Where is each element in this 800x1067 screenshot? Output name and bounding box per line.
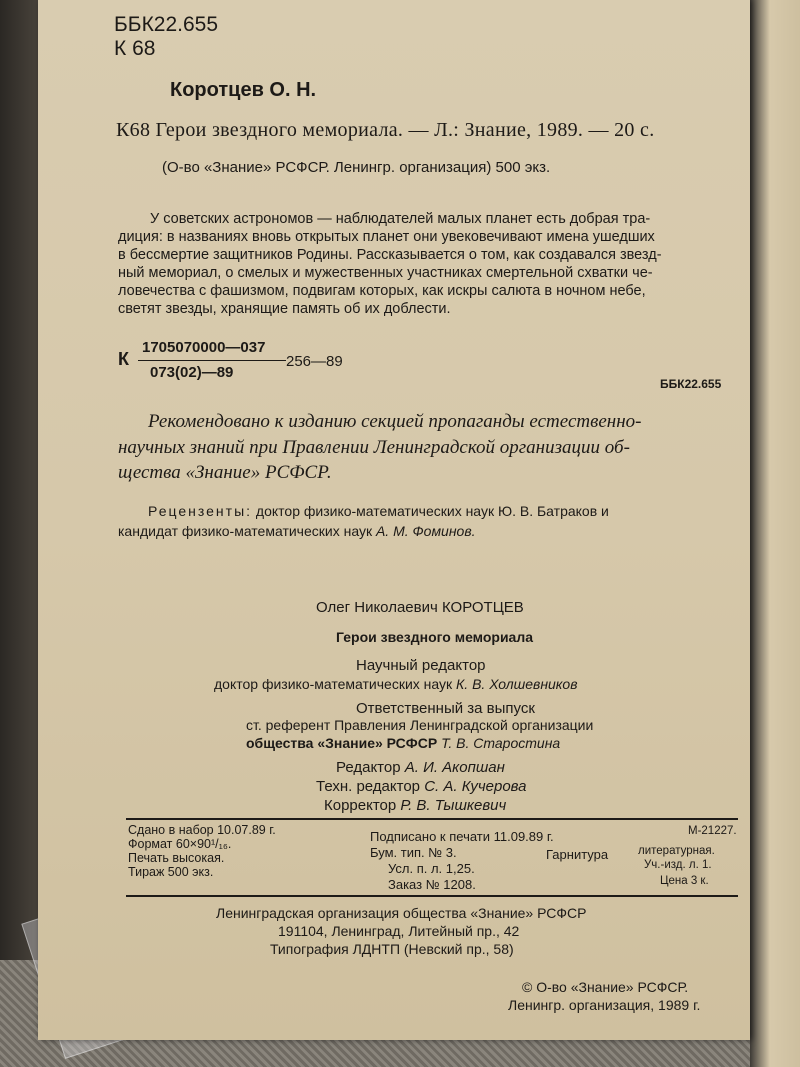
tech-editor-label: Техн. редактор xyxy=(316,778,425,795)
background-left xyxy=(0,0,40,1067)
reviewers-line-2 xyxy=(118,524,476,538)
print-col1: Сдано в набор 10.07.89 г. xyxy=(128,823,276,837)
formula-denominator: 073(02)—89 xyxy=(150,364,234,381)
imprint-line: 191104, Ленинград, Литейный пр., 42 xyxy=(278,923,520,939)
recommendation-line: Рекомендовано к изданию секцией пропаганды естественно- xyxy=(148,411,642,432)
print-col2: Подписано к печати 11.09.89 г. xyxy=(370,829,554,844)
author-full-name: Олег Николаевич КОРОТЦЕВ xyxy=(316,599,524,616)
sci-editor-label: Научный редактор xyxy=(356,657,486,674)
responsible-name: Т. В. Старостина xyxy=(441,735,561,751)
editor-label: Редактор xyxy=(336,759,405,776)
author-code: К 68 xyxy=(114,37,156,60)
formula-k: К xyxy=(118,349,129,369)
print-info-bottom-rule xyxy=(126,895,738,897)
responsible-label: Ответственный за выпуск xyxy=(356,700,535,717)
copyright-line: © О-во «Знание» РСФСР. xyxy=(522,979,689,995)
formula-suffix: 256—89 xyxy=(286,353,343,370)
background-next-page xyxy=(750,0,800,1067)
book-page xyxy=(38,0,750,1040)
title-line: К68 Герои звездного мемориала. — Л.: Знание, 1989. — 20 с. xyxy=(116,119,655,141)
print-col3b: литературная. xyxy=(638,845,715,857)
editor-name: А. И. Акопшан xyxy=(404,759,505,776)
tech-editor-name: С. А. Кучерова xyxy=(424,778,527,795)
corrector-label: Корректор xyxy=(324,797,401,814)
print-col2: Усл. п. л. 1,25. xyxy=(388,861,475,876)
fraction-bar xyxy=(138,360,286,361)
reviewers-line1: доктор физико-математических наук Ю. В. Батраков и xyxy=(255,503,609,519)
corrector-name: Р. В. Тышкевич xyxy=(400,797,507,814)
copyright-line: Ленингр. организация, 1989 г. xyxy=(508,997,701,1013)
print-info-top-rule xyxy=(126,818,738,820)
print-col3b: Уч.-изд. л. 1. xyxy=(644,859,712,871)
print-col3b: М-21227. xyxy=(688,825,737,837)
corrector-line xyxy=(324,798,506,813)
print-col1: Тираж 500 экз. xyxy=(128,865,214,879)
print-col2: Бум. тип. № 3. xyxy=(370,845,457,860)
recommendation-line: щества «Знание» РСФСР. xyxy=(118,462,332,483)
responsible-line1: ст. референт Правления Ленинградской организации xyxy=(246,717,594,733)
author-name: Коротцев О. Н. xyxy=(170,79,317,101)
print-col3a: Гарнитура xyxy=(546,847,609,862)
book-title: Герои звездного мемориала xyxy=(336,629,534,645)
sci-editor-prefix: доктор физико-математических наук xyxy=(214,676,457,692)
annotation-line: в бессмертие защитников Родины. Рассказывается о том, как создавался звезд- xyxy=(118,247,662,263)
print-col1: Печать высокая. xyxy=(128,851,225,865)
reviewers-label: Рецензенты: xyxy=(148,503,253,519)
bbk-code: ББК22.655 xyxy=(114,13,219,36)
reviewers-line2-name: А. М. Фомин xyxy=(375,523,457,539)
print-col3b: Цена 3 к. xyxy=(660,875,709,887)
annotation-line: ловечества с фашизмом, подвигам которых, как искры салюта в ночном небе, xyxy=(118,283,646,299)
print-col1: Формат 60×90¹/₁₆. xyxy=(128,837,232,851)
publisher-line: (О-во «Знание» РСФСР. Ленингр. организация) 500 экз. xyxy=(162,159,551,176)
sci-editor-line xyxy=(214,677,578,691)
tech-editor-line xyxy=(316,779,527,794)
bbk-bottom: ББК22.655 xyxy=(660,377,722,391)
reviewers-line2-end: ов. xyxy=(456,523,476,539)
reviewers-line2-prefix: кандидат физико-математических наук xyxy=(118,523,376,539)
print-col2: Заказ № 1208. xyxy=(388,877,476,892)
recommendation-line: научных знаний при Правлении Ленинградской организации об- xyxy=(118,437,630,458)
annotation-line: светят звезды, хранящие память об их доблести. xyxy=(118,301,451,317)
responsible-line2 xyxy=(246,736,560,750)
annotation-line: диция: в названиях вновь открытых планет они увековечивают имена ушедших xyxy=(118,229,655,245)
annotation-line: У советских астрономов — наблюдателей малых планет есть добрая тра- xyxy=(150,211,651,227)
sci-editor-name: К. В. Холшевников xyxy=(456,676,578,692)
imprint-line: Ленинградская организация общества «Знание» РСФСР xyxy=(216,905,587,921)
reviewers-line xyxy=(148,504,609,518)
annotation-line: ный мемориал, о смелых и мужественных участниках смертельной схватки че- xyxy=(118,265,653,281)
formula-numerator: 1705070000—037 xyxy=(142,339,266,356)
editor-line xyxy=(336,760,505,775)
responsible-prefix: общества «Знание» РСФСР xyxy=(246,735,442,751)
imprint-line: Типография ЛДНТП (Невский пр., 58) xyxy=(270,941,514,957)
